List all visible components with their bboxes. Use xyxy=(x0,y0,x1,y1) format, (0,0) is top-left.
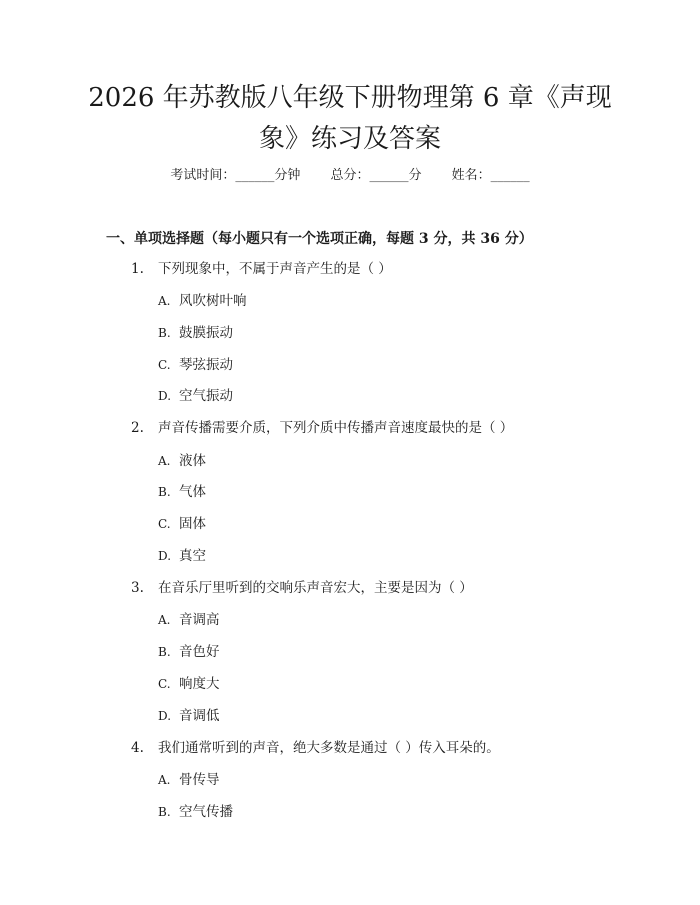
option-letter: B. xyxy=(158,326,171,340)
exam-time-field: 考试时间：______分钟 xyxy=(170,168,301,183)
question-2-option-a xyxy=(158,451,206,471)
option-letter: D. xyxy=(158,389,172,403)
option-letter: C. xyxy=(158,677,171,691)
option-letter: D. xyxy=(158,549,172,563)
question-4-option-b xyxy=(158,802,233,822)
option-text: 音色好 xyxy=(179,644,220,660)
question-text: 我们通常听到的声音，绝大多数是通过（ ）传入耳朵的。 xyxy=(158,740,500,756)
option-text: 气体 xyxy=(179,484,206,500)
question-text: 下列现象中，不属于声音产生的是（ ） xyxy=(158,261,392,277)
option-text: 响度大 xyxy=(179,676,220,692)
question-number: 1. xyxy=(131,261,144,277)
question-4-option-a xyxy=(158,770,220,790)
option-letter: C. xyxy=(158,358,171,372)
question-number: 2. xyxy=(131,420,144,436)
question-1-option-a xyxy=(158,291,247,311)
option-letter: A. xyxy=(158,613,171,627)
question-text: 在音乐厅里听到的交响乐声音宏大，主要是因为（ ） xyxy=(158,580,473,596)
question-1-option-b xyxy=(158,323,233,343)
question-number: 4. xyxy=(131,740,144,756)
question-3-option-d xyxy=(158,706,220,726)
exam-info xyxy=(0,166,700,186)
question-text: 声音传播需要介质，下列介质中传播声音速度最快的是（ ） xyxy=(158,420,514,436)
document-title: 2026 年苏教版八年级下册物理第 6 章《声现象》练习及答案 xyxy=(88,83,612,154)
section-heading: 一、单项选择题（每小题只有一个选项正确，每题 3 分，共 36 分） xyxy=(106,231,533,247)
question-2-option-b xyxy=(158,482,206,502)
option-text: 音调高 xyxy=(179,612,220,628)
student-name-field: 姓名：______ xyxy=(451,168,530,183)
option-text: 鼓膜振动 xyxy=(179,325,233,341)
option-letter: A. xyxy=(158,773,171,787)
option-letter: C. xyxy=(158,517,171,531)
option-text: 真空 xyxy=(179,548,206,564)
question-4-stem xyxy=(131,738,500,758)
option-letter: A. xyxy=(158,454,171,468)
option-text: 液体 xyxy=(179,453,206,469)
question-3-stem xyxy=(131,578,473,598)
question-3-option-a xyxy=(158,610,220,630)
option-letter: D. xyxy=(158,709,172,723)
option-text: 骨传导 xyxy=(179,772,220,788)
question-3-option-c xyxy=(158,674,220,694)
question-number: 3. xyxy=(131,580,144,596)
option-text: 固体 xyxy=(179,516,206,532)
option-letter: B. xyxy=(158,645,171,659)
question-1-option-c xyxy=(158,355,233,375)
question-2-option-d xyxy=(158,546,206,566)
total-score-field: 总分：______分 xyxy=(330,168,422,183)
question-3-option-b xyxy=(158,642,220,662)
option-letter: B. xyxy=(158,485,171,499)
option-text: 风吹树叶响 xyxy=(179,293,247,309)
option-letter: A. xyxy=(158,294,171,308)
question-2-stem xyxy=(131,418,513,438)
option-text: 空气振动 xyxy=(179,388,233,404)
option-text: 音调低 xyxy=(179,708,220,724)
question-1-stem xyxy=(131,259,392,279)
question-1-option-d xyxy=(158,386,233,406)
option-text: 空气传播 xyxy=(179,804,233,820)
option-letter: B. xyxy=(158,805,171,819)
option-text: 琴弦振动 xyxy=(179,357,233,373)
question-2-option-c xyxy=(158,514,206,534)
